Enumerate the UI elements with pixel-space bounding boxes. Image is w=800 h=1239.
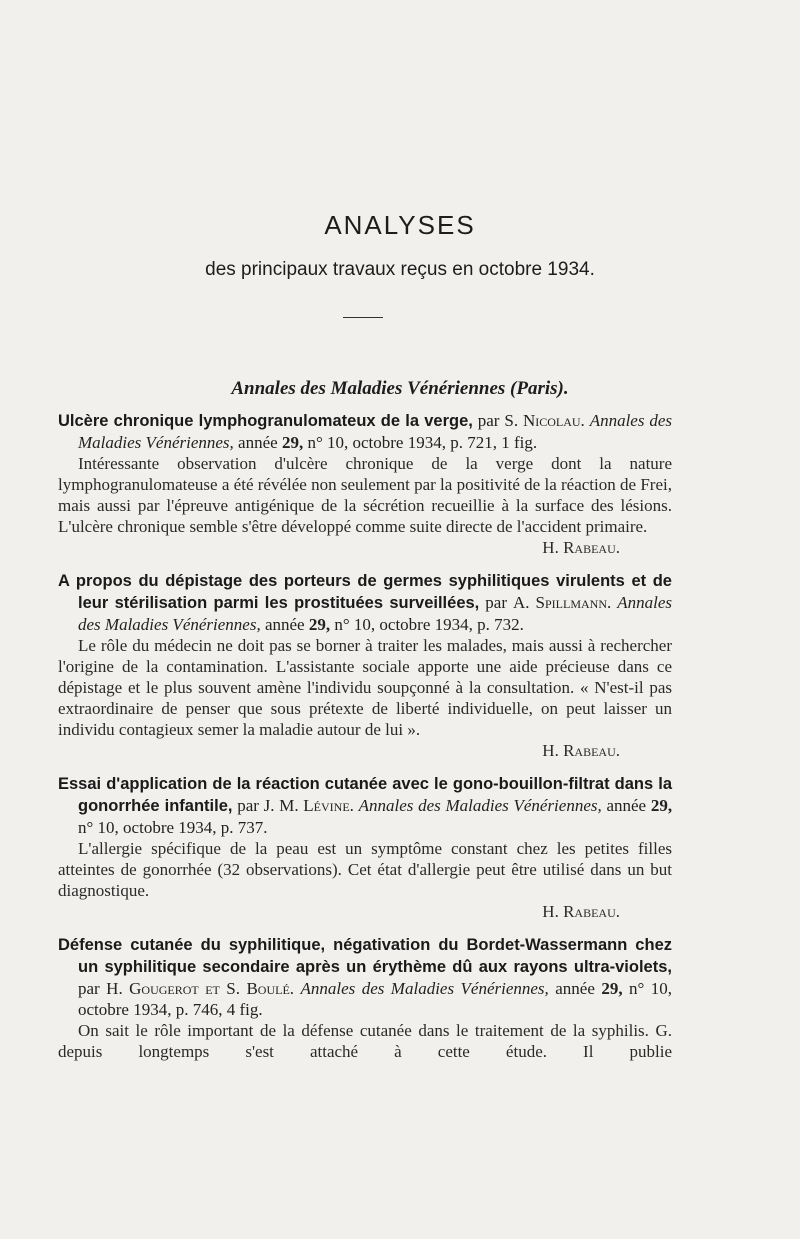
article-title: Défense cutanée du syphilitique, négativation du Bordet-Wassermann chez un syphilitique secondaire après un érythème dû aux rayons ultra-violets, xyxy=(58,936,672,976)
article-author: J. M. Lévine. xyxy=(263,796,354,815)
by-word: par xyxy=(78,979,100,998)
reference-line xyxy=(58,773,672,838)
journal-name: Annales des Maladies Vénériennes, xyxy=(78,593,673,634)
abstract-signature: H. Rabeau. xyxy=(542,741,620,760)
article-author: A. Spillmann. xyxy=(513,593,612,612)
abstract-entry xyxy=(58,773,672,922)
journal-year: 29, xyxy=(308,615,331,634)
abstract-entry xyxy=(58,570,672,761)
reference-line xyxy=(58,410,672,453)
article-author: S. Nicolau. xyxy=(504,411,585,430)
journal-heading: Annales des Maladies Vénériennes (Paris). xyxy=(231,378,569,399)
abstract-entry xyxy=(58,934,672,1062)
journal-name: Annales des Maladies Vénériennes, xyxy=(358,796,602,815)
citation-details: n° 10, octobre 1934, p. 721, 1 fig. xyxy=(307,433,538,452)
page-title: ANALYSES xyxy=(324,210,476,240)
reference-line xyxy=(58,934,672,1020)
by-word: par xyxy=(485,593,507,612)
by-word: par xyxy=(237,796,259,815)
reference-line xyxy=(58,570,672,635)
citation-details: n° 10, octobre 1934, p. 746, 4 fig. xyxy=(78,979,673,1019)
article-title: Essai d'application de la réaction cutanée avec le gono-bouillon-filtrat dans la gonorrhée infantile, xyxy=(58,775,672,815)
journal-name: Annales des Maladies Vénériennes, xyxy=(300,979,549,998)
year-label: année xyxy=(264,615,305,634)
year-label: année xyxy=(555,979,595,998)
citation-details: n° 10, octobre 1934, p. 737. xyxy=(78,818,268,837)
abstract-signature: H. Rabeau. xyxy=(542,538,620,557)
abstracts-list xyxy=(58,410,672,1066)
abstract-body: On sait le rôle important de la défense cutanée dans le traitement de la syphilis. G. depuis longtemps s'est attaché à cette étude. Il publie xyxy=(58,1021,672,1061)
article-title: A propos du dépistage des porteurs de germes syphilitiques virulents et de leur stérilisation parmi les prostituées surveillées, xyxy=(58,572,672,612)
by-word: par xyxy=(477,411,500,430)
year-label: année xyxy=(606,796,647,815)
journal-year: 29, xyxy=(650,796,673,815)
article-title: Ulcère chronique lymphogranulomateux de la verge, xyxy=(58,412,473,430)
page-subtitle: des principaux travaux reçus en octobre 1934. xyxy=(205,259,595,280)
year-label: année xyxy=(238,433,278,452)
journal-year: 29, xyxy=(281,433,304,452)
article-author: H. Gougerot et S. Boulé. xyxy=(106,979,295,998)
abstract-body: Le rôle du médecin ne doit pas se borner à traiter les malades, mais aussi à rechercher l'origine de la contamination. L'assistante sociale apporte une aide précieuse dans ce dépistage et le plus souvent amène l'individu soupçonné à la consultation. « N'est-il pas extraordinaire de penser que sous prétexte de liberté individuelle, on peut laisser un individu contagieux semer la maladie autour de lui ». xyxy=(58,636,672,739)
abstract-body: Intéressante observation d'ulcère chronique de la verge dont la nature lymphogranulomateuse a été révélée non seulement par la positivité de la réaction de Frei, mais aussi par l'épreuve antigénique de la sécrétion recueillie à la surface des lésions. L'ulcère chronique semble s'être développé comme suite directe de l'accident primaire. xyxy=(58,454,672,536)
abstract-signature: H. Rabeau. xyxy=(542,902,620,921)
abstract-body: L'allergie spécifique de la peau est un symptôme constant chez les petites filles atteintes de gonorrhée (32 observations). Cet état d'allergie peut être utilisé dans un but diagnostique. xyxy=(58,839,672,900)
journal-year: 29, xyxy=(601,979,623,998)
citation-details: n° 10, octobre 1934, p. 732. xyxy=(334,615,524,634)
abstract-entry xyxy=(58,410,672,558)
journal-name: Annales des Maladies Vénériennes, xyxy=(78,411,673,452)
section-divider xyxy=(343,317,383,318)
